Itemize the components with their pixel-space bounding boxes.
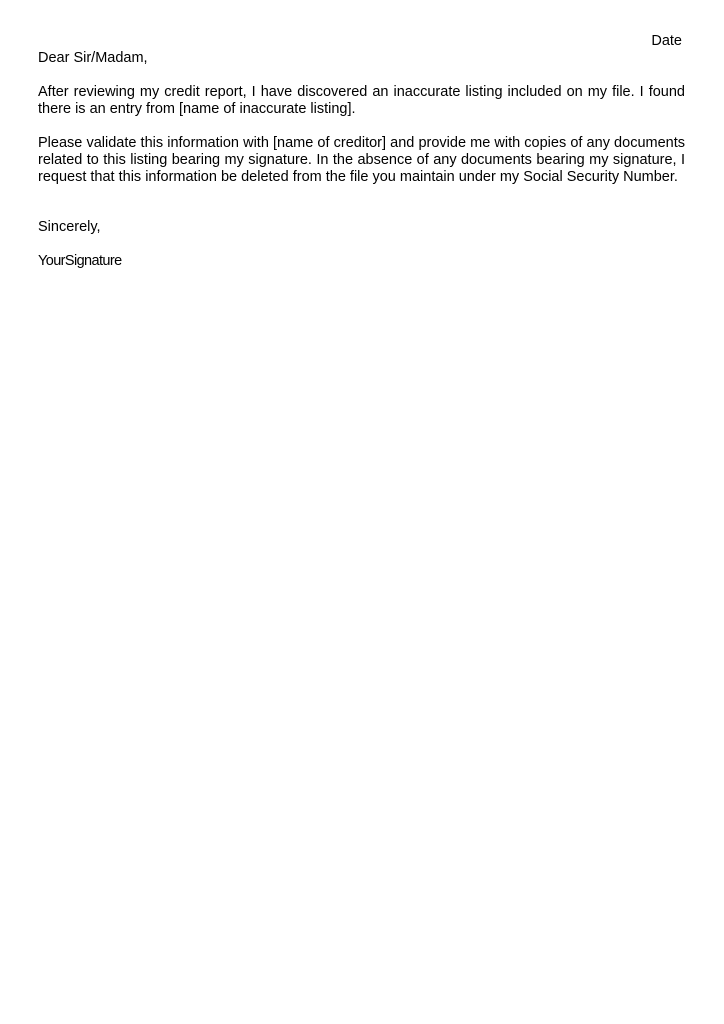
letter-salutation: Dear Sir/Madam,: [38, 50, 148, 66]
letter-date: Date: [651, 33, 682, 49]
letter-signature: YourSignature: [38, 253, 122, 269]
letter-paragraph-1: After reviewing my credit report, I have discovered an inaccurate listing included on my file. I found there is an entry from [name of inaccurate listing].: [38, 84, 685, 117]
letter-closing: Sincerely,: [38, 219, 101, 235]
letter-paragraph-2: Please validate this information with [name of creditor] and provide me with copies of any documents related to this listing bearing my signature. In the absence of any documents bearing my signature, I request that this information be deleted from the file you maintain under my Social Security Number.: [38, 135, 685, 185]
